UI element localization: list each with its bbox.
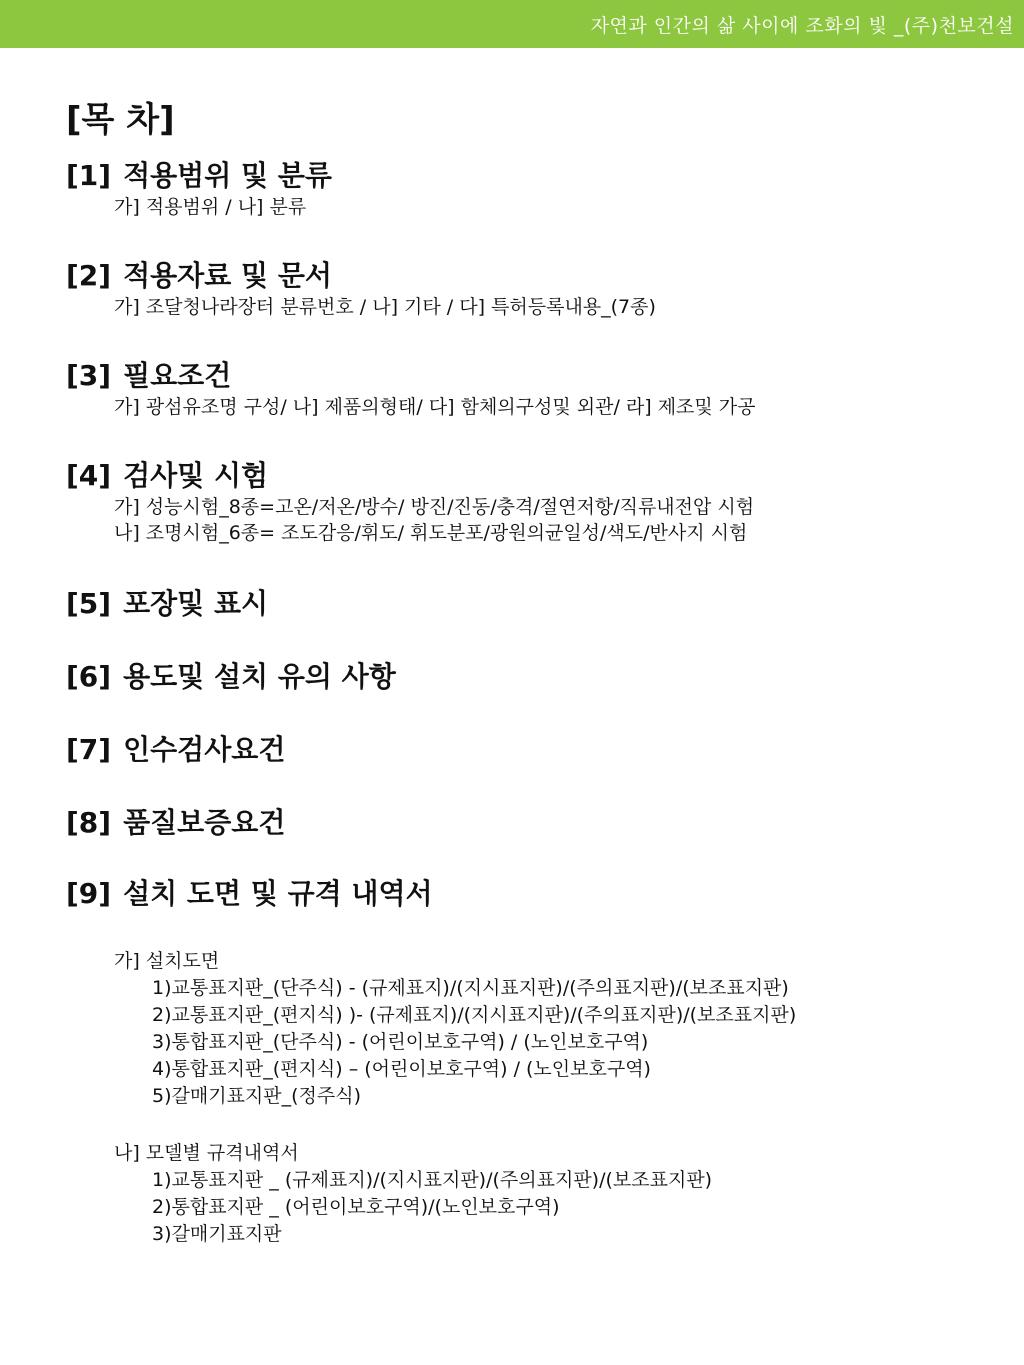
- section-title: 적용범위 및 분류: [123, 159, 332, 192]
- list-item: 3)갈매기표지판: [152, 1223, 282, 1245]
- document-title: [목 차]: [66, 100, 175, 140]
- subsection-installation-drawings: [114, 948, 796, 1110]
- section-title: 필요조건: [123, 359, 232, 392]
- list-item: 2)교통표지판_(편지식) )- (규제표지)/(지시표지판)/(주의표지판)/(보조표지판): [152, 1004, 797, 1026]
- section-number: [3]: [66, 359, 112, 392]
- header-tagline: 자연과 인간의 삶 사이에 조화의 빛 _(주)천보건설: [590, 15, 1014, 37]
- subsection-label: 나] 모델별 규격내역서: [114, 1142, 299, 1164]
- section-heading: [66, 158, 332, 194]
- section-2: [66, 258, 656, 320]
- section-3: [66, 358, 756, 420]
- section-number: [5]: [66, 587, 112, 620]
- list-item: 5)갈매기표지판_(정주식): [152, 1085, 362, 1107]
- section-title: 적용자료 및 문서: [123, 259, 332, 292]
- section-subline: 가] 조달청나라장터 분류번호 / 나] 기타 / 다] 특허등록내용_(7종): [114, 296, 656, 318]
- section-6: [66, 659, 396, 695]
- header-bar: [0, 0, 1024, 48]
- list-item: 1)교통표지판_(단주식) - (규제표지)/(지시표지판)/(주의표지판)/(보조표지판): [152, 977, 789, 999]
- section-title: 설치 도면 및 규격 내역서: [123, 877, 433, 910]
- section-title: 인수검사요건: [123, 733, 286, 766]
- section-7: [66, 732, 285, 768]
- list-item: 3)통합표지판_(단주식) - (어린이보호구역) / (노인보호구역): [152, 1031, 649, 1053]
- section-number: [6]: [66, 660, 112, 693]
- section-subline: 나] 조명시험_6종= 조도감응/휘도/ 휘도분포/광원의균일성/색도/반사지 시험: [114, 522, 748, 544]
- section-title: 용도및 설치 유의 사항: [123, 660, 396, 693]
- list-item: 1)교통표지판 _ (규제표지)/(지시표지판)/(주의표지판)/(보조표지판): [152, 1169, 713, 1191]
- section-number: [9]: [66, 877, 112, 910]
- section-number: [2]: [66, 259, 112, 292]
- section-4: [66, 458, 754, 546]
- list-item: 4)통합표지판_(편지식) – (어린이보호구역) / (노인보호구역): [152, 1058, 651, 1080]
- section-heading: [66, 732, 285, 768]
- section-heading: [66, 876, 433, 912]
- section-title: 품질보증요건: [123, 806, 286, 839]
- section-title: 포장및 표시: [123, 587, 269, 620]
- section-heading: [66, 659, 396, 695]
- list-item: 2)통합표지판 _ (어린이보호구역)/(노인보호구역): [152, 1196, 560, 1218]
- subsection-model-specs: [114, 1140, 712, 1248]
- section-subline: 가] 성능시험_8종=고온/저온/방수/ 방진/진동/충격/절연저항/직류내전압 시험: [114, 496, 755, 518]
- section-heading: [66, 805, 285, 841]
- section-title: 검사및 시험: [123, 459, 269, 492]
- section-9: [66, 876, 433, 912]
- section-1: [66, 158, 332, 220]
- section-number: [8]: [66, 806, 112, 839]
- section-subline: 가] 광섬유조명 구성/ 나] 제품의형태/ 다] 함체의구성및 외관/ 라] 제조및 가공: [114, 396, 756, 418]
- section-subline: 가] 적용범위 / 나] 분류: [114, 196, 307, 218]
- section-heading: [66, 258, 656, 294]
- section-number: [7]: [66, 733, 112, 766]
- section-heading: [66, 458, 754, 494]
- section-number: [4]: [66, 459, 112, 492]
- section-5: [66, 586, 268, 622]
- section-number: [1]: [66, 159, 112, 192]
- section-8: [66, 805, 285, 841]
- section-heading: [66, 586, 268, 622]
- subsection-label: 가] 설치도면: [114, 950, 220, 972]
- section-heading: [66, 358, 756, 394]
